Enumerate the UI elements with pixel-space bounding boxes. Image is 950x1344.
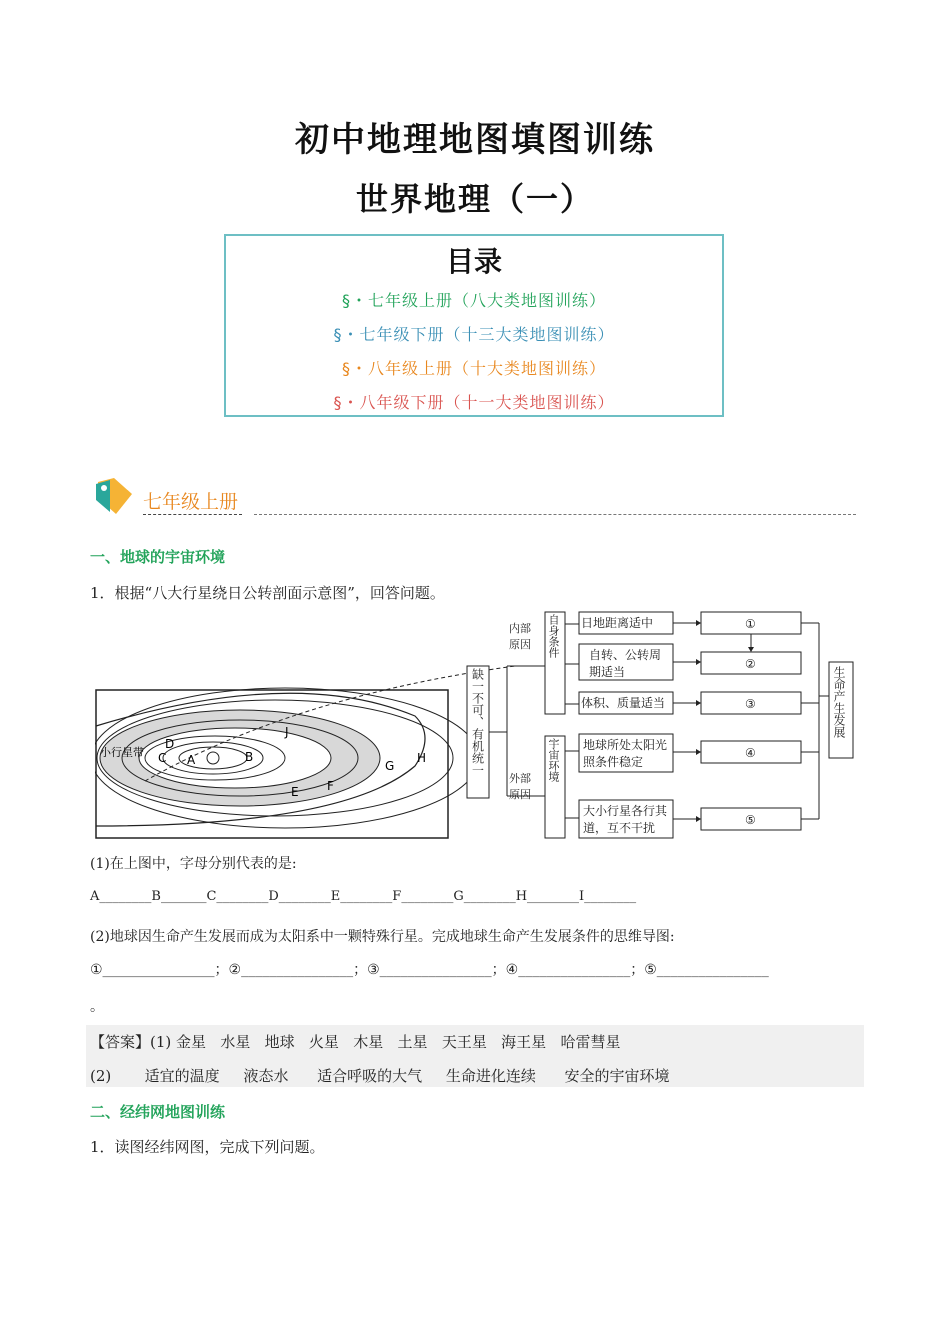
toc-heading: 目录	[445, 245, 502, 278]
orbit-label-A: A	[187, 753, 196, 767]
orbit-label-F: F	[327, 779, 334, 793]
doc-title: 初中地理地图填图训练	[295, 120, 655, 160]
orbit-label-H: H	[417, 751, 427, 765]
cond-2: 自转、公转周期适当	[589, 648, 662, 679]
cond-1: 日地距离适中	[581, 616, 654, 630]
sub-question-2: (2)地球因生命产生发展而成为太阳系中一颗特殊行星。完成地球生命产生发展条件的思维导图:	[90, 929, 675, 945]
toc-item-4[interactable]: §・八年级下册（十一大类地图训练）	[333, 393, 615, 412]
part2-question: 1．读图经纬网图，完成下列问题。	[90, 1138, 325, 1156]
result-1: ①	[745, 617, 756, 631]
internal-label: 内部原因	[509, 622, 531, 651]
result-5: ⑤	[745, 813, 756, 827]
orbit-label-B: B	[245, 750, 254, 764]
figure	[95, 606, 865, 846]
cond-4: 地球所处太阳光照条件稳定	[583, 738, 668, 769]
part1-question: 1．根据“八大行星绕日公转剖面示意图”，回答问题。	[90, 584, 445, 602]
orbit-label-J: J	[285, 725, 289, 739]
mind-left-box: 缺一不可、有机统一	[470, 668, 485, 776]
sub-question-1: (1)在上图中，字母分别代表的是:	[90, 856, 297, 872]
table-of-contents	[224, 234, 724, 417]
external-label: 外部原因	[509, 772, 531, 801]
cosmic-env-box: 宇宙环境	[547, 738, 560, 782]
answer-line-1: 【答案】(1) 金星 水星 地球 火星 木星 土星 天王星 海王星 哈雷彗星	[90, 1033, 621, 1051]
toc-item-3[interactable]: §・八年级上册（十大类地图训练）	[341, 359, 606, 378]
result-4: ④	[745, 746, 756, 760]
section-divider	[254, 514, 856, 515]
doc-subtitle: 世界地理（一）	[355, 180, 594, 218]
answer-line-2: (2) 适宜的温度 液态水 适合呼吸的大气 生命进化连续 安全的宇宙环境	[90, 1067, 670, 1085]
numbered-blank-line[interactable]: ①________________；②________________；③________________；④________________；⑤________________	[90, 962, 769, 978]
section-title: 七年级上册	[143, 487, 242, 515]
toc-item-2[interactable]: §・七年级下册（十三大类地图训练）	[333, 325, 615, 344]
self-conditions-box: 自身条件	[547, 614, 560, 658]
toc-item-1[interactable]: §・七年级上册（八大类地图训练）	[341, 291, 606, 310]
asteroid-belt-label: 小行星带	[100, 746, 144, 759]
part2-heading: 二、经纬网地图训练	[90, 1103, 226, 1121]
answer-box	[86, 1025, 864, 1087]
orbit-label-C: C	[158, 751, 167, 765]
orbit-label-G: G	[385, 759, 395, 773]
cond-3: 体积、质量适当	[581, 696, 666, 710]
orbit-label-D: D	[165, 737, 175, 751]
orbit-diagram	[95, 666, 515, 838]
mind-right-box: 生命产生发展	[832, 666, 846, 738]
letters-blank-line[interactable]: A________B_______C________D________E________F________G________H________I________	[90, 889, 637, 904]
mind-map	[467, 612, 853, 838]
period-mark: 。	[90, 999, 104, 1015]
cond-5: 大小行星各行其道，互不干扰	[583, 804, 668, 835]
part1-heading: 一、地球的宇宙环境	[90, 548, 226, 566]
result-2: ②	[745, 657, 756, 671]
orbit-label-E: E	[291, 785, 299, 799]
result-3: ③	[745, 697, 756, 711]
price-tag-icon	[92, 474, 138, 520]
